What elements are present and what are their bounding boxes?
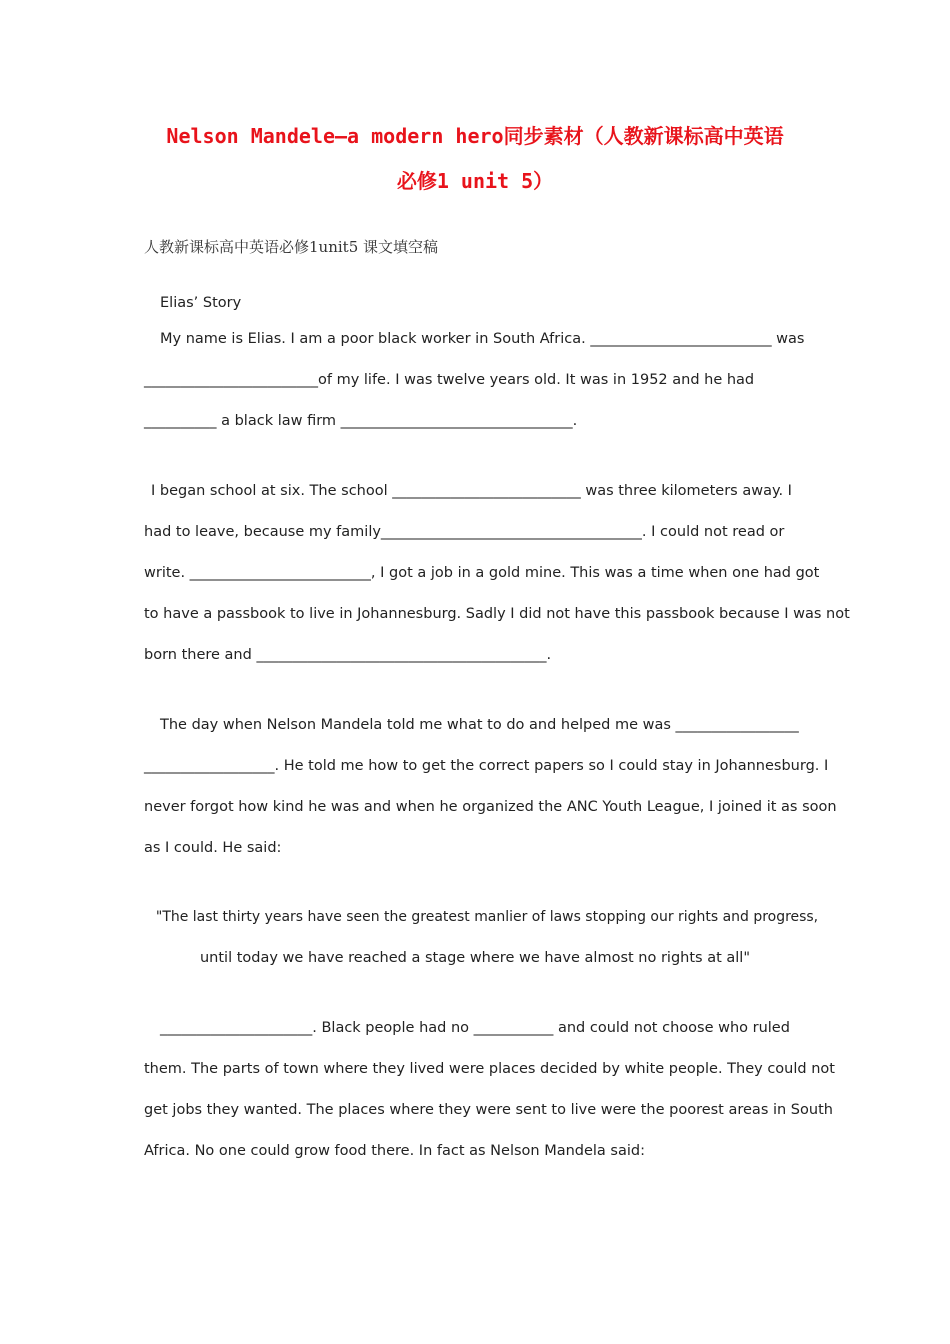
- text-line: born there and ________________________________________.: [144, 647, 552, 663]
- text-line: The day when Nelson Mandela told me what to do and helped me was _________________: [160, 717, 799, 733]
- document-subtitle: 人教新课标高中英语必修1unit5 课文填空稿: [144, 238, 439, 256]
- quote-line: until today we have reached a stage where we have almost no rights at all": [199, 950, 751, 966]
- document-title-line-2: 必修1 unit 5）: [396, 169, 554, 193]
- section-heading: Elias’ Story: [160, 295, 242, 311]
- text-line: as I could. He said:: [144, 840, 282, 856]
- text-line: I began school at six. The school __________________________ was three kilometers away. I: [151, 483, 792, 499]
- text-line: _____________________. Black people had no ___________ and could not choose who ruled: [160, 1020, 790, 1036]
- text-line: never forgot how kind he was and when he organized the ANC Youth League, I joined it as soon: [144, 799, 837, 815]
- text-line: ________________________of my life. I was twelve years old. It was in 1952 and he had: [144, 372, 755, 388]
- text-line: get jobs they wanted. The places where they were sent to live were the poorest areas in South: [144, 1102, 833, 1118]
- text-line: them. The parts of town where they lived were places decided by white people. They could not: [144, 1061, 835, 1077]
- text-line: write. _________________________, I got a job in a gold mine. This was a time when one had got: [144, 565, 820, 581]
- text-line: to have a passbook to live in Johannesburg. Sadly I did not have this passbook because I was not: [144, 606, 850, 622]
- text-line: __________________. He told me how to get the correct papers so I could stay in Johannesburg. I: [144, 758, 829, 774]
- quote-line: "The last thirty years have seen the greatest manlier of laws stopping our rights and progress,: [155, 909, 819, 925]
- text-line: Africa. No one could grow food there. In fact as Nelson Mandela said:: [144, 1143, 645, 1159]
- text-line: __________ a black law firm ________________________________.: [144, 413, 578, 429]
- text-line: had to leave, because my family____________________________________. I could not read or: [144, 524, 785, 540]
- document-title-line-1: Nelson Mandele—a modern hero同步素材（人教新课标高中英语: [166, 124, 784, 148]
- text-line: My name is Elias. I am a poor black worker in South Africa. _________________________ was: [160, 331, 805, 347]
